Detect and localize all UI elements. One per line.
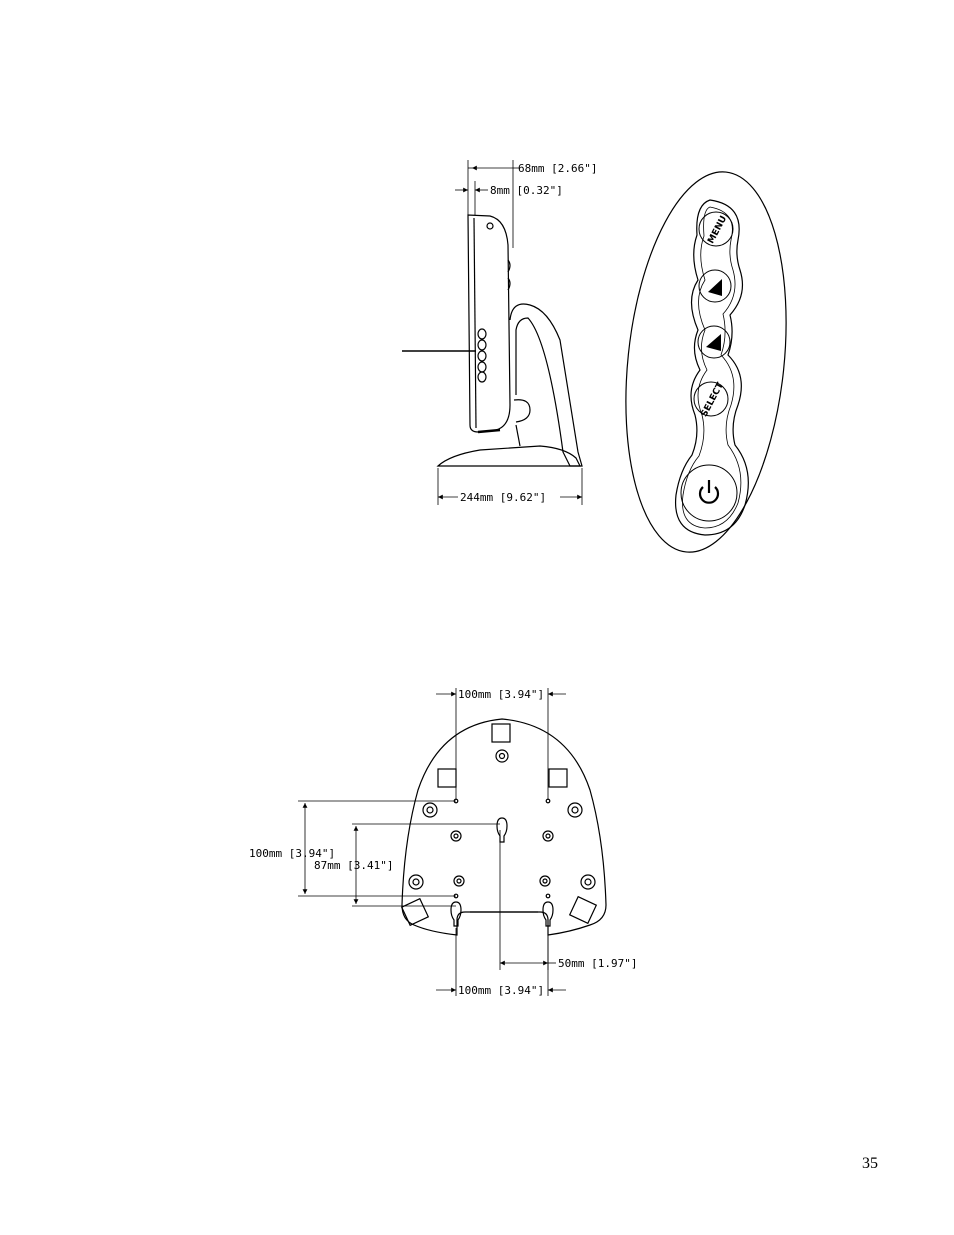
power-icon <box>700 480 718 503</box>
dim-top-label: 100mm [3.94"] <box>458 688 545 701</box>
dim-bezel-label: 8mm [0.32"] <box>490 184 563 197</box>
control-panel-oval <box>608 164 803 560</box>
select-button-label: SELECT <box>699 381 726 419</box>
page-number: 35 <box>862 1155 878 1172</box>
side-buttons <box>478 329 486 382</box>
dim-depth-label: 68mm [2.66"] <box>518 162 598 175</box>
dim-base-width-label: 244mm [9.62"] <box>460 491 547 504</box>
dim-left-outer-label: 100mm [3.94"] <box>249 847 336 860</box>
down-arrow-button <box>699 270 731 302</box>
menu-button-label: MENU <box>706 214 730 246</box>
dim-bottom-label: 100mm [3.94"] <box>458 984 545 997</box>
power-button <box>681 465 737 521</box>
menu-button <box>699 212 733 246</box>
side-dimensions <box>438 160 582 505</box>
arrow-icon <box>706 334 721 351</box>
base-dimensions <box>298 688 566 996</box>
monitor-side-view <box>438 215 582 466</box>
arrow-icon <box>708 279 722 296</box>
stand-base-bottom-view <box>402 719 606 935</box>
up-arrow-button <box>698 326 730 358</box>
dim-left-inner-label: 87mm [3.41"] <box>314 859 394 872</box>
dim-right-label: 50mm [1.97"] <box>558 957 638 970</box>
